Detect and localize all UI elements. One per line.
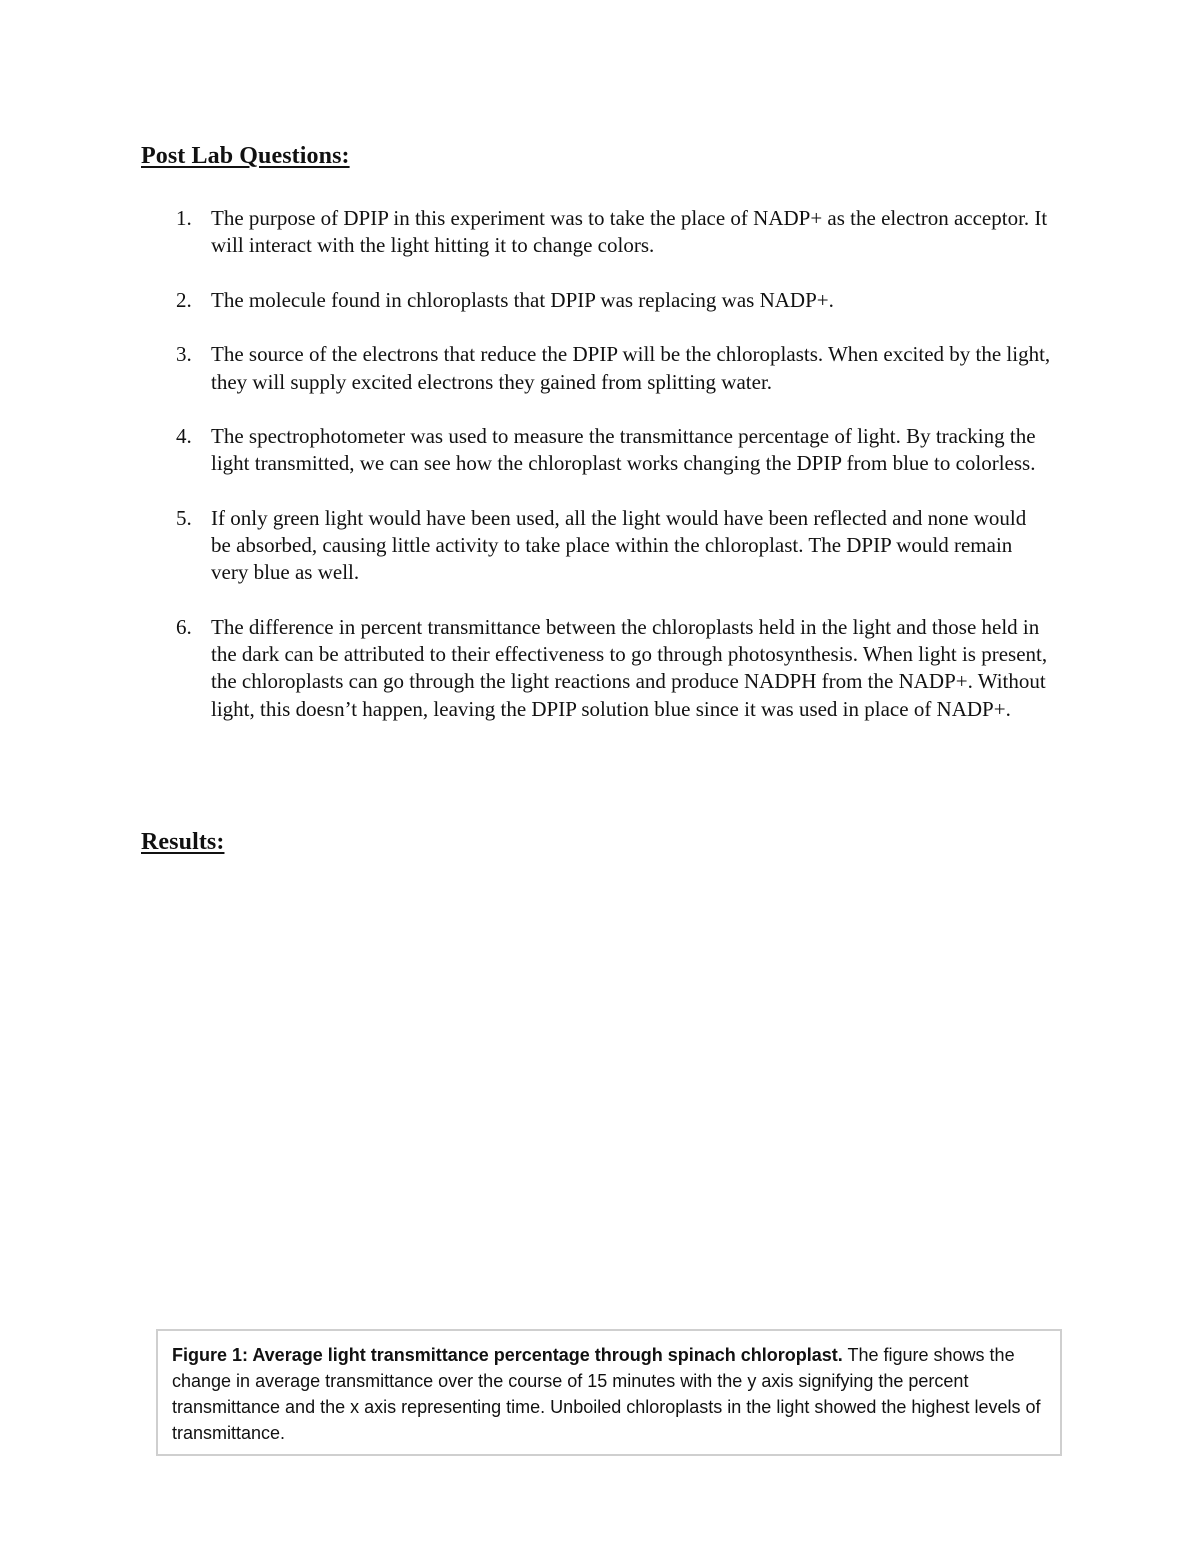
- answer-item-1: [0, 205, 1051, 259]
- answer-text: If only green light would have been used, all the light would have been reflected and none would be absorbed, causing little activity to take place within the chloroplast. The DPIP would remain very blue as well.: [211, 505, 1027, 585]
- answer-text: The molecule found in chloroplasts that DPIP was replacing was NADP+.: [211, 287, 834, 312]
- answer-text: The difference in percent transmittance between the chloroplasts held in the light and those held in the dark can be attributed to their effectiveness to go through photosynthesis. When light is present, the chloroplasts can go through the light reactions and produce NADPH from the NADP+. Without light, this doesn’t happen, leaving the DPIP solution blue since it was used in place of NADP+.: [211, 614, 1048, 721]
- post-lab-questions-heading: Post Lab Questions:: [141, 143, 350, 169]
- answer-number: 4.: [176, 424, 192, 449]
- answer-item-5: [0, 505, 1051, 587]
- answer-number: 5.: [176, 505, 192, 530]
- answer-number: 1.: [176, 206, 192, 230]
- answers-list: [0, 205, 1200, 750]
- figure-caption-box: [156, 1329, 1062, 1456]
- answer-number: 6.: [176, 614, 192, 639]
- figure-caption-title: Figure 1: Average light transmittance percentage through spinach chloroplast.: [172, 1345, 843, 1365]
- answer-number: 2.: [176, 287, 192, 312]
- answer-item-4: [0, 423, 1051, 477]
- answer-number: 3.: [176, 342, 192, 367]
- answer-text: The source of the electrons that reduce the DPIP will be the chloroplasts. When excited by the light, they will supply excited electrons they gained from splitting water.: [211, 342, 1051, 394]
- answer-item-2: [0, 287, 1051, 314]
- answer-text: The purpose of DPIP in this experiment was to take the place of NADP+ as the electron acceptor. It will interact with the light hitting it to change colors.: [211, 206, 1048, 258]
- answer-text: The spectrophotometer was used to measure the transmittance percentage of light. By tracking the light transmitted, we can see how the chloroplast works changing the DPIP from blue to colorless.: [211, 424, 1036, 476]
- answer-item-6: [0, 614, 1051, 723]
- results-heading: Results:: [141, 829, 225, 855]
- answer-item-3: [0, 341, 1051, 395]
- figure-caption-body: The figure shows the change in average transmittance over the course of 15 minutes with the y axis signifying the percent transmittance and the x axis representing time. Unboiled chloroplasts in the light showed the highest levels of transmittance.: [172, 1345, 1041, 1443]
